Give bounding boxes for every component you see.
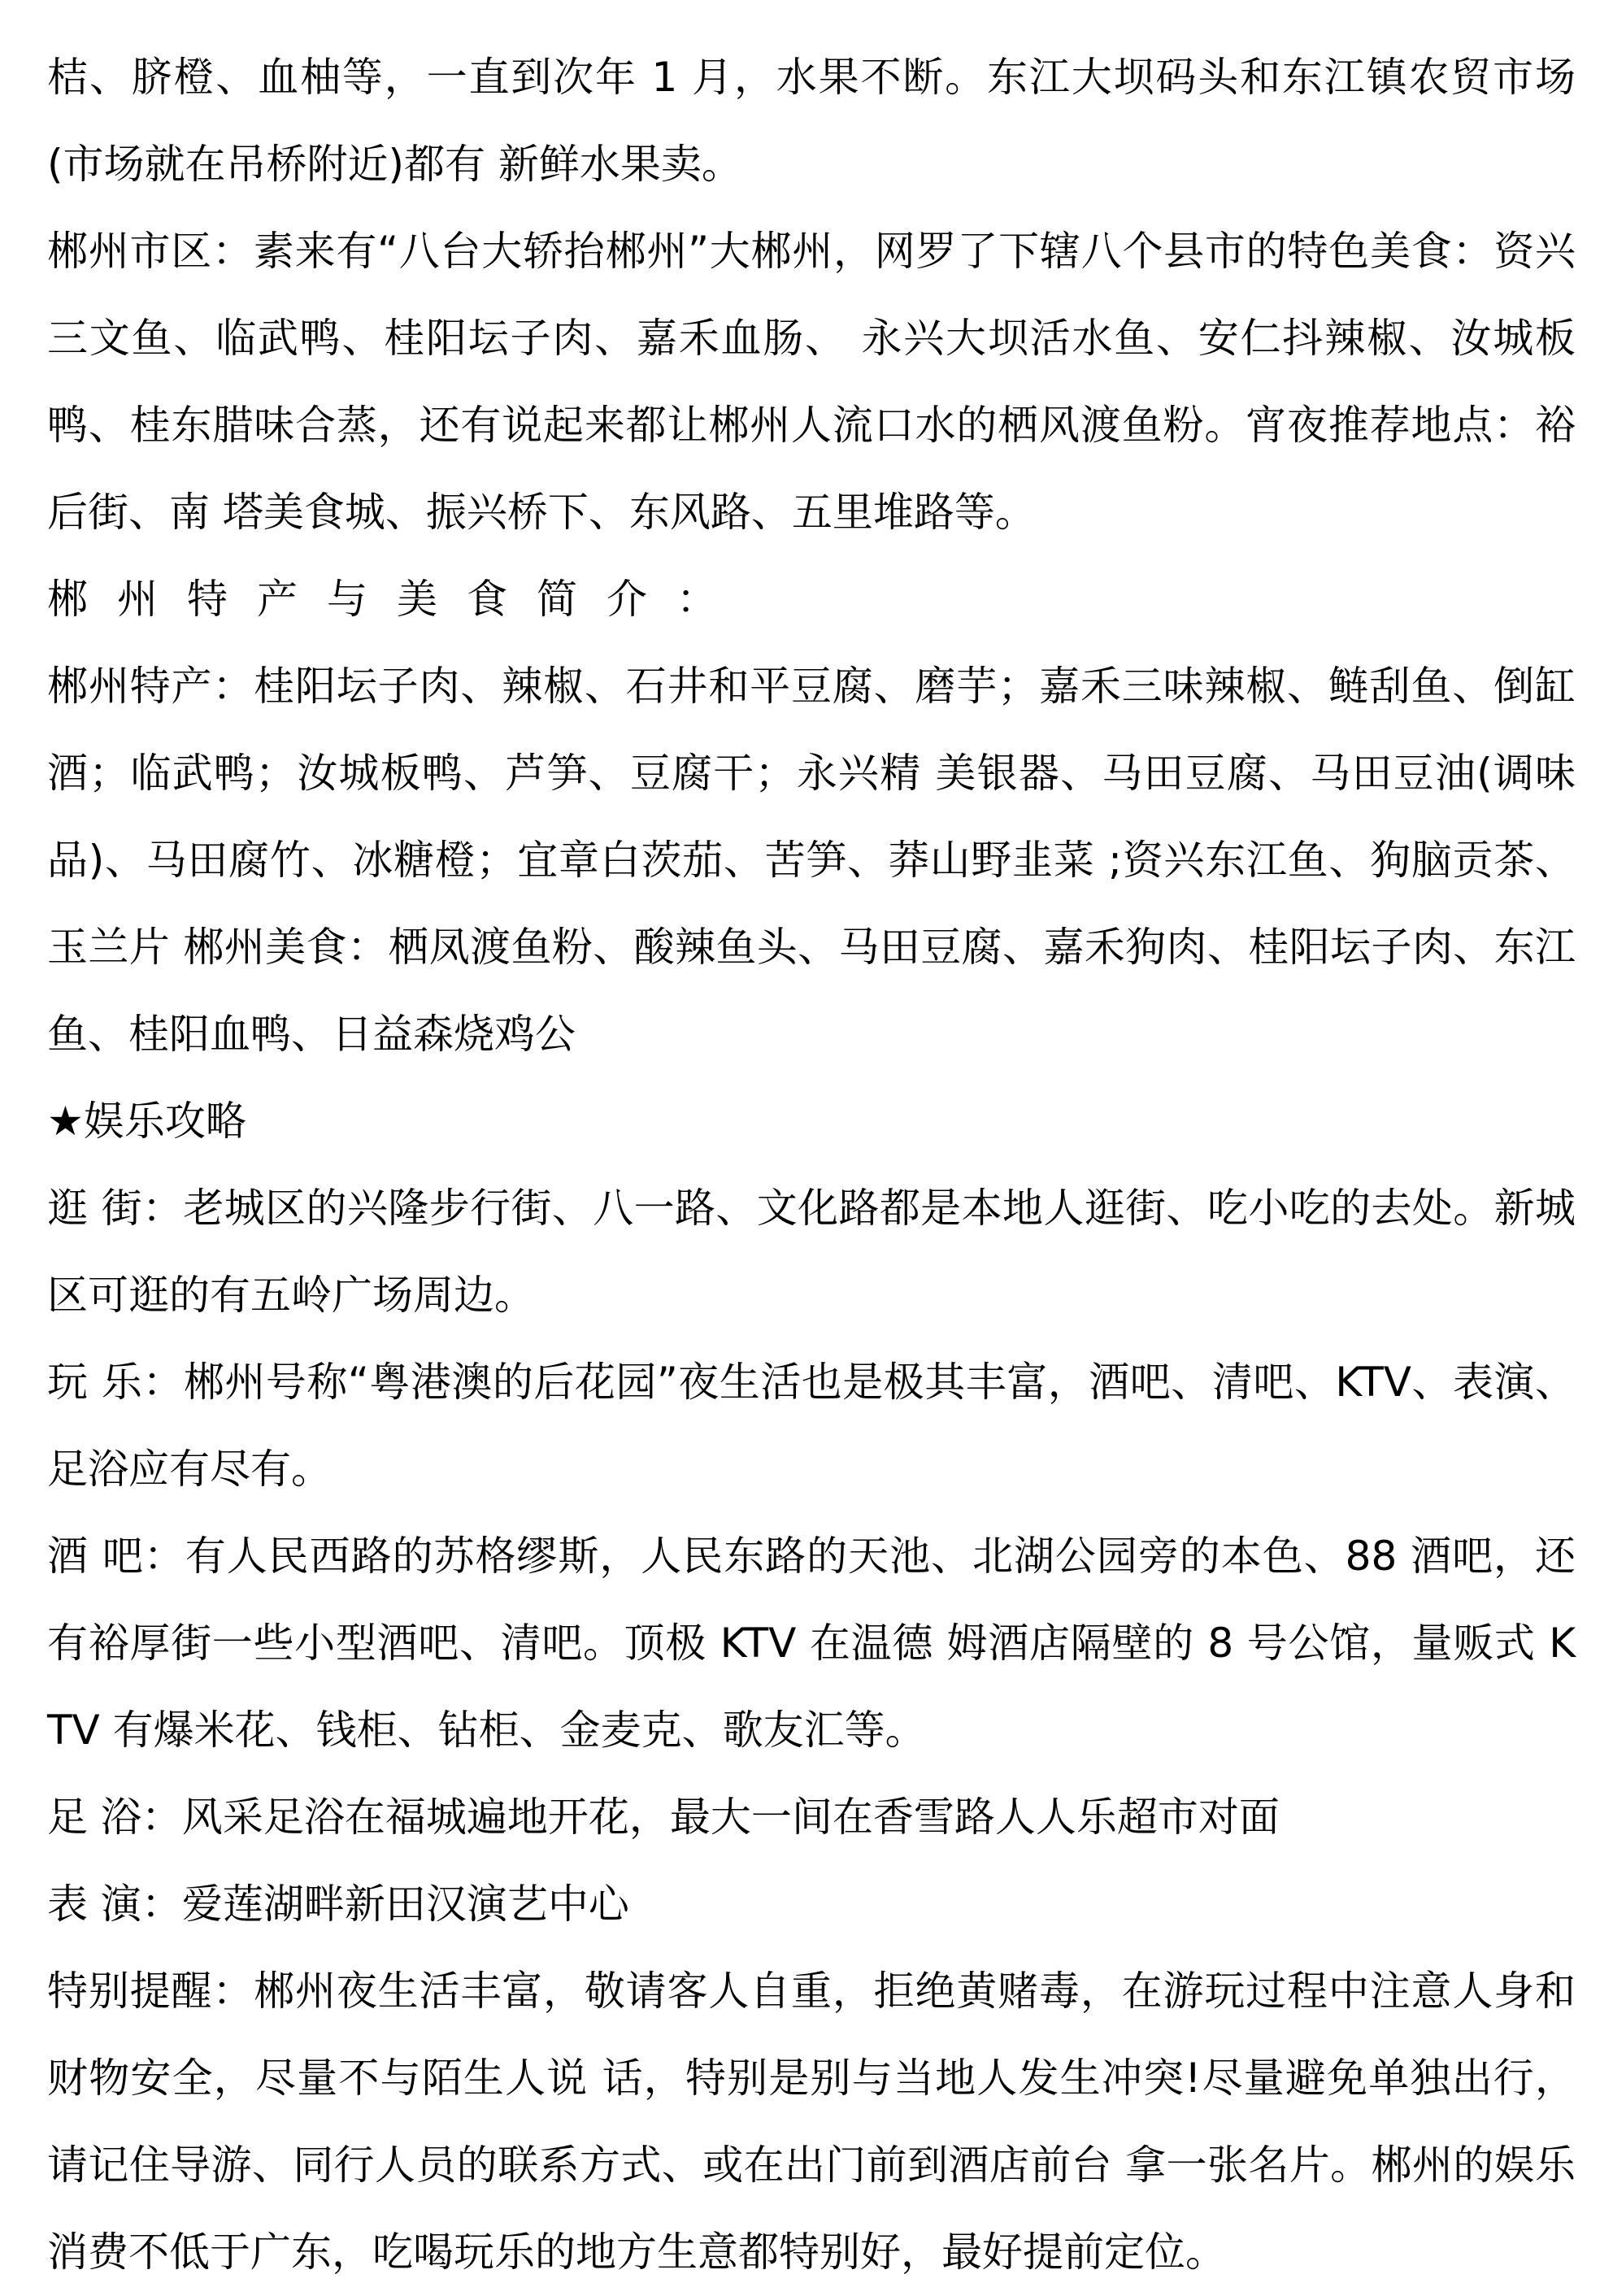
paragraph-fruit-market: 桔、脐橙、血柚等，一直到次年 1 月，水果不断。东江大坝码头和东江镇农贸市场(市场就在吊桥附近)都有 新鲜水果卖。: [47, 54, 1576, 188]
paragraph-fun: 玩 乐：郴州号称“粤港澳的后花园”夜生活也是极其丰富，酒吧、清吧、KTV、表演、足浴应有尽有。: [47, 1359, 1576, 1493]
paragraph-bars: 酒 吧：有人民西路的苏格缪斯，人民东路的天池、北湖公园旁的本色、88 酒吧，还有裕厚街一些小型酒吧、清吧。顶极 KTV 在温德 姆酒店隔壁的 8 号公馆，量贩式 KTV 有爆米花、钱柜、钻柜、金麦克、歌友汇等。: [47, 1533, 1576, 1754]
paragraph-reminder: 特别提醒：郴州夜生活丰富，敬请客人自重，拒绝黄赌毒，在游玩过程中注意人身和财物安全，尽量不与陌生人说 话，特别是别与当地人发生冲突!尽量避免单独出行，请记住导游、同行人员的联系方式、或在出门前到酒店前台 拿一张名片。郴州的娱乐消费不低于广东，吃喝玩乐的地方生意都特别好，最好提前定位。: [47, 1968, 1576, 2276]
paragraph-specialties: 郴州特产：桂阳坛子肉、辣椒、石井和平豆腐、磨芋；嘉禾三味辣椒、鲢刮鱼、倒缸酒；临武鸭；汝城板鸭、芦笋、豆腐干；永兴精 美银器、马田豆腐、马田豆油(调味品)、马田腐竹、冰糖橙；宜章白茨茄、苦笋、莽山野韭菜 ;资兴东江鱼、狗脑贡茶、玉兰片 郴州美食：栖凤渡鱼粉、酸辣鱼头、马田豆腐、嘉禾狗肉、桂阳坛子肉、东江鱼、桂阳血鸭、日益森烧鸡公: [47, 663, 1576, 1058]
paragraph-shopping: 逛 街：老城区的兴隆步行街、八一路、文化路都是本地人逛街、吃小吃的去处。新城区可逛的有五岭广场周边。: [47, 1185, 1576, 1319]
paragraph-city-food: 郴州市区：素来有“八台大轿抬郴州”大郴州，网罗了下辖八个县市的特色美食：资兴三文鱼、临武鸭、桂阳坛子肉、嘉禾血肠、 永兴大坝活水鱼、安仁抖辣椒、汝城板鸭、桂东腊味合蒸，还有说起来都让郴州人流口水的栖风渡鱼粉。宵夜推荐地点：裕后街、南 塔美食城、振兴桥下、东风路、五里堆路等。: [47, 228, 1576, 536]
paragraph-shows: 表 演：爱莲湖畔新田汉演艺中心: [47, 1881, 629, 1928]
document-body: [47, 34, 1576, 2296]
paragraph-foot-spa: 足 浴：风采足浴在福城遍地开花，最大一间在香雪路人人乐超市对面: [47, 1794, 1280, 1841]
heading-specialties-intro: 郴州特产与美食简介：: [47, 576, 746, 623]
heading-entertainment: ★娱乐攻略: [47, 1098, 246, 1145]
